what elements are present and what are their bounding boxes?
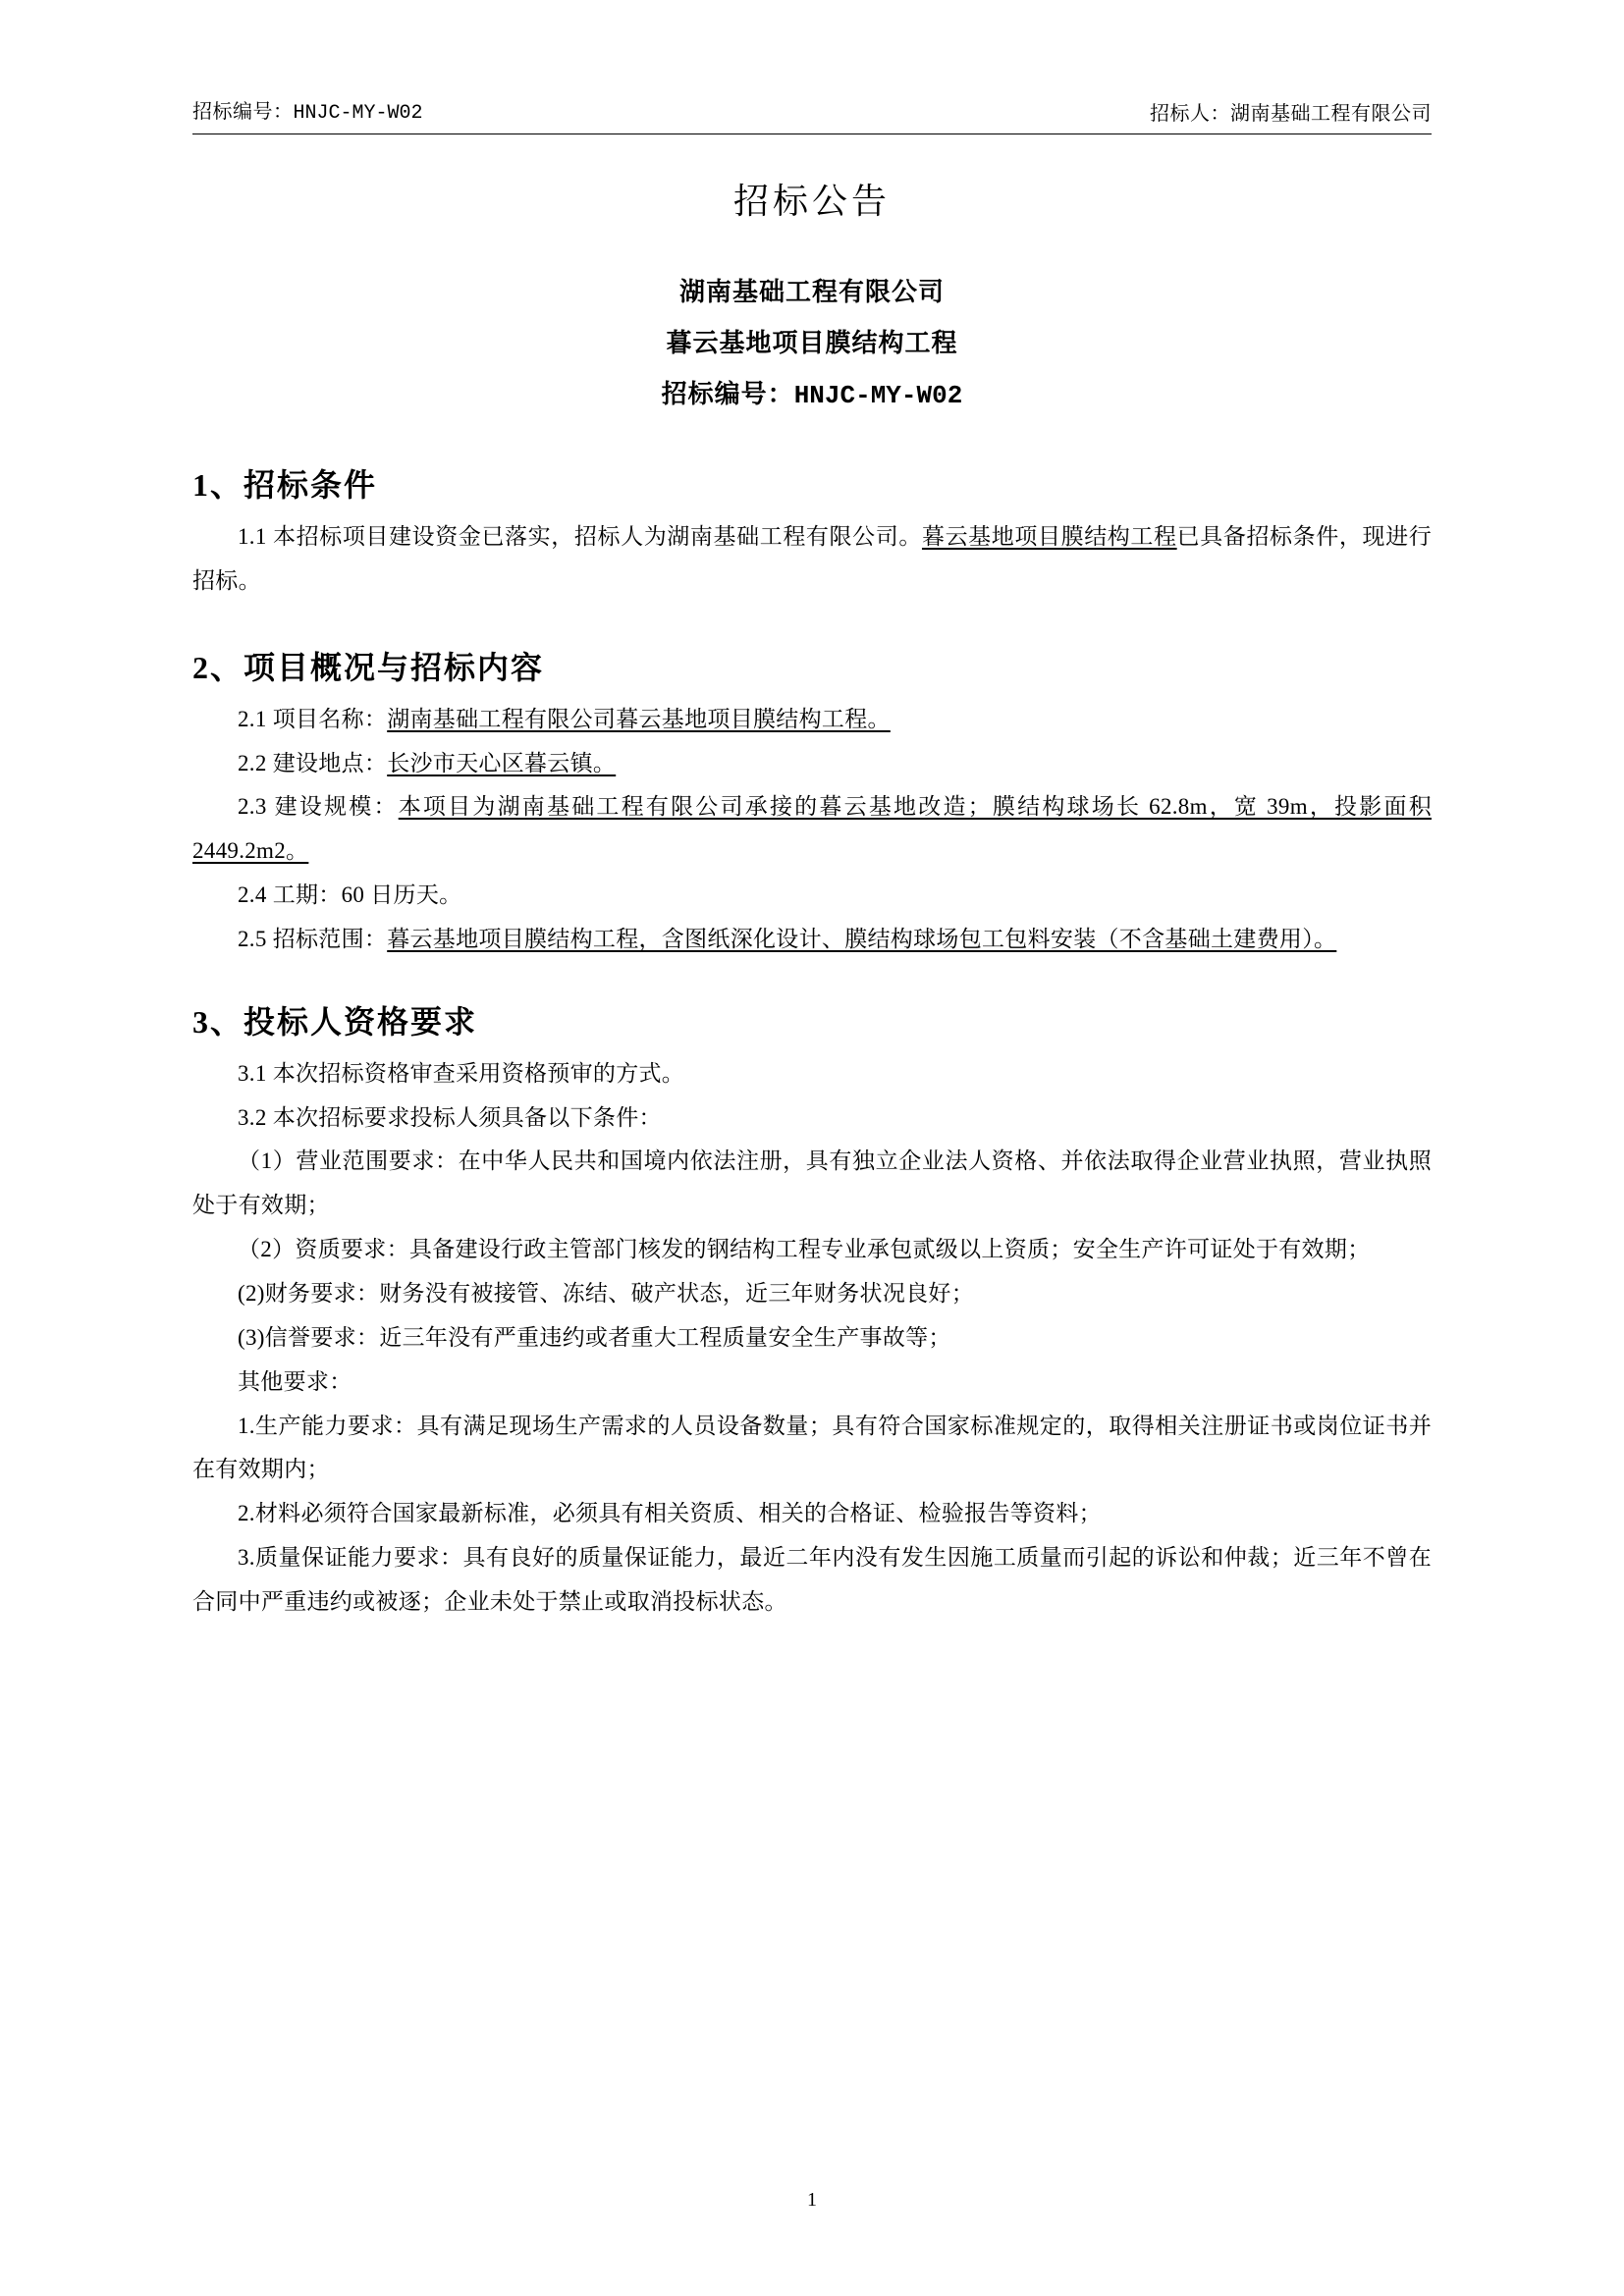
header-tenderer-value: 湖南基础工程有限公司	[1230, 103, 1432, 125]
section-3-paragraph-9: 2.材料必须符合国家最新标准，必须具有相关资质、相关的合格证、检验报告等资料；	[238, 1501, 1102, 1526]
header-bid-number-label: 招标编号：	[192, 101, 294, 123]
section-3-paragraph-8: 1.生产能力要求：具有满足现场生产需求的人员设备数量；具有符合国家标准规定的，取得相关注册证书或岗位证书并在有效期内；	[192, 1413, 1432, 1482]
subtitle-company: 湖南基础工程有限公司	[678, 278, 945, 306]
section-2-paragraph-5: 2.5 招标范围：暮云基地项目膜结构工程，含图纸深化设计、膜结构球场包工包料安装（不含基础土建费用）。	[238, 926, 1337, 951]
section-2-paragraph-1: 2.1 项目名称：湖南基础工程有限公司暮云基地项目膜结构工程。	[238, 706, 891, 731]
section-3-paragraph-1: 3.1 本次招标资格审查采用资格预审的方式。	[238, 1060, 685, 1086]
section-2-paragraph-3: 2.3 建设规模：本项目为湖南基础工程有限公司承接的暮云基地改造；膜结构球场长 62.8m，宽 39m，投影面积 2449.2m2。	[192, 794, 1432, 864]
section-1-paragraph-1: 1.1 本招标项目建设资金已落实，招标人为湖南基础工程有限公司。暮云基地项目膜结构工程已具备招标条件，现进行招标。	[192, 524, 1432, 593]
page-number: 1	[807, 2189, 817, 2211]
section-3-paragraph-4: （2）资质要求：具备建设行政主管部门核发的钢结构工程专业承包贰级以上资质；安全生产许可证处于有效期；	[238, 1237, 1371, 1262]
section-heading-3: 3、投标人资格要求	[192, 1003, 478, 1040]
subtitle-block	[192, 267, 1432, 421]
section-3-paragraph-6: (3)信誉要求：近三年没有严重违约或者重大工程质量安全生产事故等；	[238, 1324, 951, 1350]
section-3-paragraph-10: 3.质量保证能力要求：具有良好的质量保证能力，最近二年内没有发生因施工质量而引起的诉讼和仲裁；近三年不曾在合同中严重违约或被逐；企业未处于禁止或取消投标状态。	[192, 1545, 1432, 1614]
header-tenderer-label: 招标人：	[1150, 103, 1230, 125]
page-header	[192, 98, 1432, 134]
section-3-paragraph-7: 其他要求：	[238, 1368, 352, 1394]
section-2-paragraph-2: 2.2 建设地点：长沙市天心区暮云镇。	[238, 750, 617, 775]
document-content	[192, 98, 1432, 1625]
header-bid-number-value: HNJC-MY-W02	[293, 102, 423, 125]
section-heading-1: 1、招标条件	[192, 467, 378, 503]
header-tenderer	[1150, 100, 1432, 128]
subtitle-bid-number-label: 招标编号：	[661, 380, 794, 408]
subtitle-bid-number-value: HNJC-MY-W02	[793, 381, 963, 410]
header-bid-number	[192, 98, 423, 128]
subtitle-bid-number	[192, 369, 1432, 421]
section-3-paragraph-3: （1）营业范围要求：在中华人民共和国境内依法注册，具有独立企业法人资格、并依法取得企业营业执照，营业执照处于有效期；	[192, 1148, 1432, 1218]
section-heading-2: 2、项目概况与招标内容	[192, 649, 545, 685]
section-3-paragraph-2: 3.2 本次招标要求投标人须具备以下条件：	[238, 1104, 662, 1130]
section-3-paragraph-5: (2)财务要求：财务没有被接管、冻结、破产状态，近三年财务状况良好；	[238, 1280, 975, 1306]
subtitle-project: 暮云基地项目膜结构工程	[666, 329, 958, 357]
section-2-paragraph-4: 2.4 工期：60 日历天。	[238, 882, 462, 908]
page-title: 招标公告	[732, 182, 891, 221]
